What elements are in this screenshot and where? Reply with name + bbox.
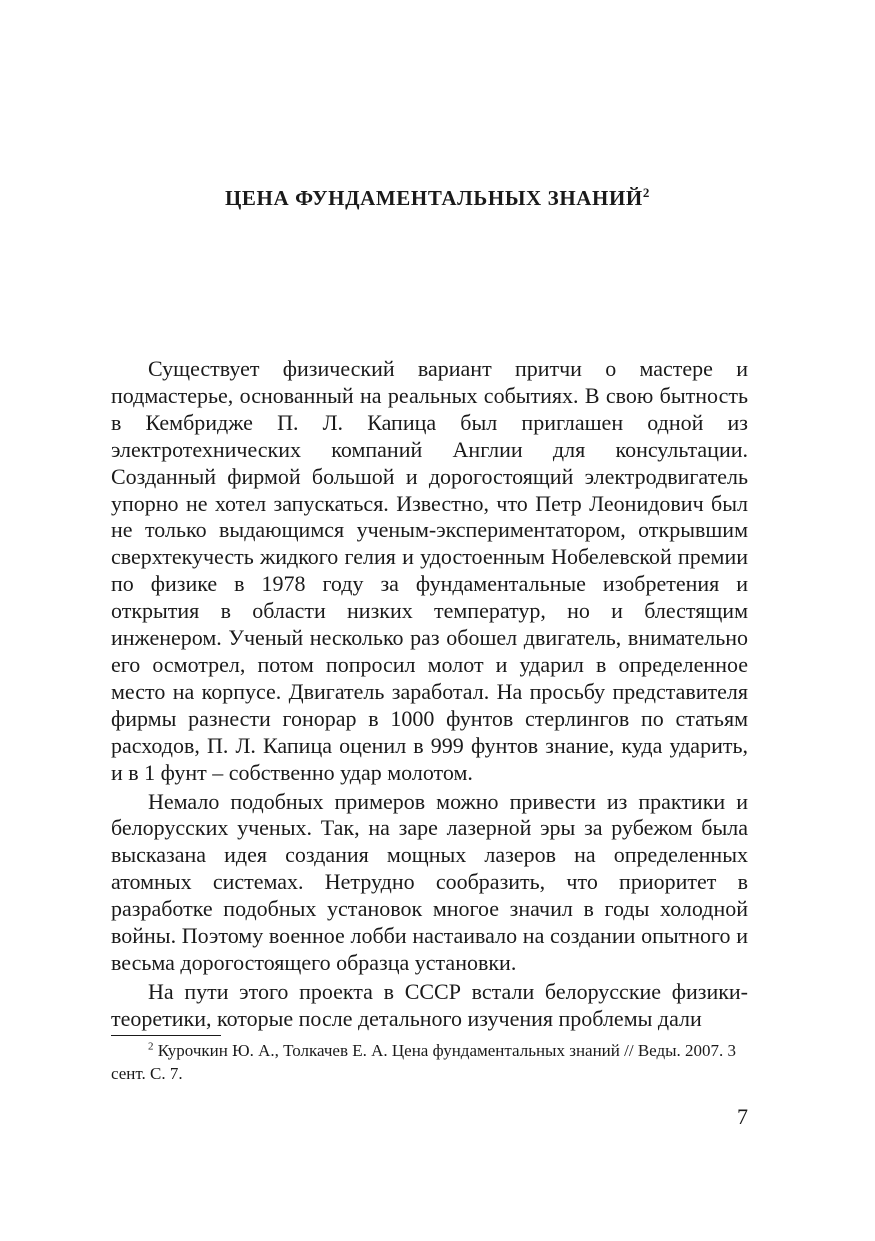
paragraph-kapitsa-anecdote: Существует физический вариант притчи о мастере и подмастерье, основанный на реальных событиях. В свою бытность в Кембридже П. Л. Капица был приглашен одной из электротехнических компаний Англии для консультации. Созданный фирмой большой и дорогостоящий электродвигатель упорно не хотел запускаться. Известно, что Петр Леонидович был не только выдающимся ученым-экспериментатором, открывшим сверхтекучесть жидкого гелия и удостоенным Нобелевской премии по физике в 1978 году за фундаментальные изобретения и открытия в области низких температур, но и блестящим инженером. Ученый несколько раз обошел двигатель, внимательно его осмотрел, потом попросил молот и ударил в определенное место на корпусе. Двигатель заработал. На просьбу представителя фирмы разнести гонорар в 1000 фунтов стерлингов по статьям расходов, П. Л. Капица оценил в 999 фунтов знание, куда ударить, и в 1 фунт – собственно удар молотом. xyxy=(111,356,748,785)
footnote-reference-marker: 2 xyxy=(642,185,650,200)
page-number: 7 xyxy=(737,1104,748,1129)
footnote xyxy=(111,1040,748,1085)
footnote-separator xyxy=(111,1035,221,1036)
chapter-title xyxy=(0,186,875,211)
chapter-title-text: ЦЕНА ФУНДАМЕНТАЛЬНЫХ ЗНАНИЙ xyxy=(225,186,643,210)
footnote-text: Курочкин Ю. А., Толкачев Е. А. Цена фундаментальных знаний // Веды. 2007. 3 сент. С. 7. xyxy=(111,1041,737,1083)
body-text xyxy=(111,356,748,1033)
paragraph-belarusian-theorists: На пути этого проекта в СССР встали белорусские физики-теоретики, которые после детального изучения проблемы дали xyxy=(111,978,748,1031)
footnote-marker: 2 xyxy=(148,1040,154,1053)
paragraph-belarusian-examples: Немало подобных примеров можно привести из практики и белорусских ученых. Так, на заре лазерной эры за рубежом была высказана идея создания мощных лазеров на определенных атомных системах. Нетрудно сообразить, что приоритет в разработке подобных установок многое значил в годы холодной войны. Поэтому военное лобби настаивало на создании опытного и весьма дорогостоящего образца установки. xyxy=(111,788,748,975)
